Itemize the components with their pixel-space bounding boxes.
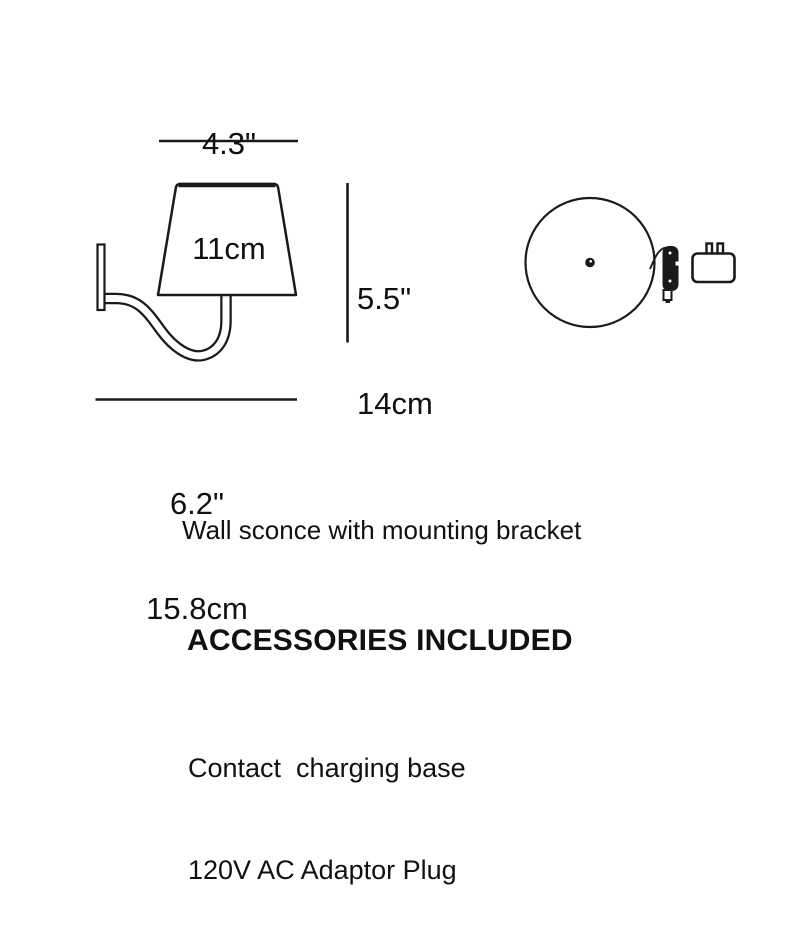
depth-inches-value: 6.2" xyxy=(169,486,225,521)
accessory-item-charging-base: Contact charging base xyxy=(188,753,466,783)
plug-body xyxy=(693,254,735,283)
width-cm-value: 11cm xyxy=(192,231,266,266)
mounting-bracket-drawing xyxy=(98,245,105,311)
width-inches-value: 4.3" xyxy=(201,126,257,161)
charging-contact-dot xyxy=(585,258,595,268)
charging-base-drawing xyxy=(526,198,655,327)
width-dimension-label xyxy=(149,56,309,336)
diagram-caption: Wall sconce with mounting bracket xyxy=(182,515,582,545)
height-cm-value: 14cm xyxy=(357,386,433,421)
height-dimension-label xyxy=(357,211,433,491)
adaptor-plug-drawing xyxy=(693,244,735,283)
accessory-item-adaptor-plug: 120V AC Adaptor Plug xyxy=(188,855,457,885)
depth-cm-value: 15.8cm xyxy=(146,591,248,626)
height-inches-value: 5.5" xyxy=(357,281,412,316)
accessories-list xyxy=(188,686,466,952)
cable-connector xyxy=(664,290,672,300)
accessories-heading: ACCESSORIES INCLUDED xyxy=(187,624,573,657)
